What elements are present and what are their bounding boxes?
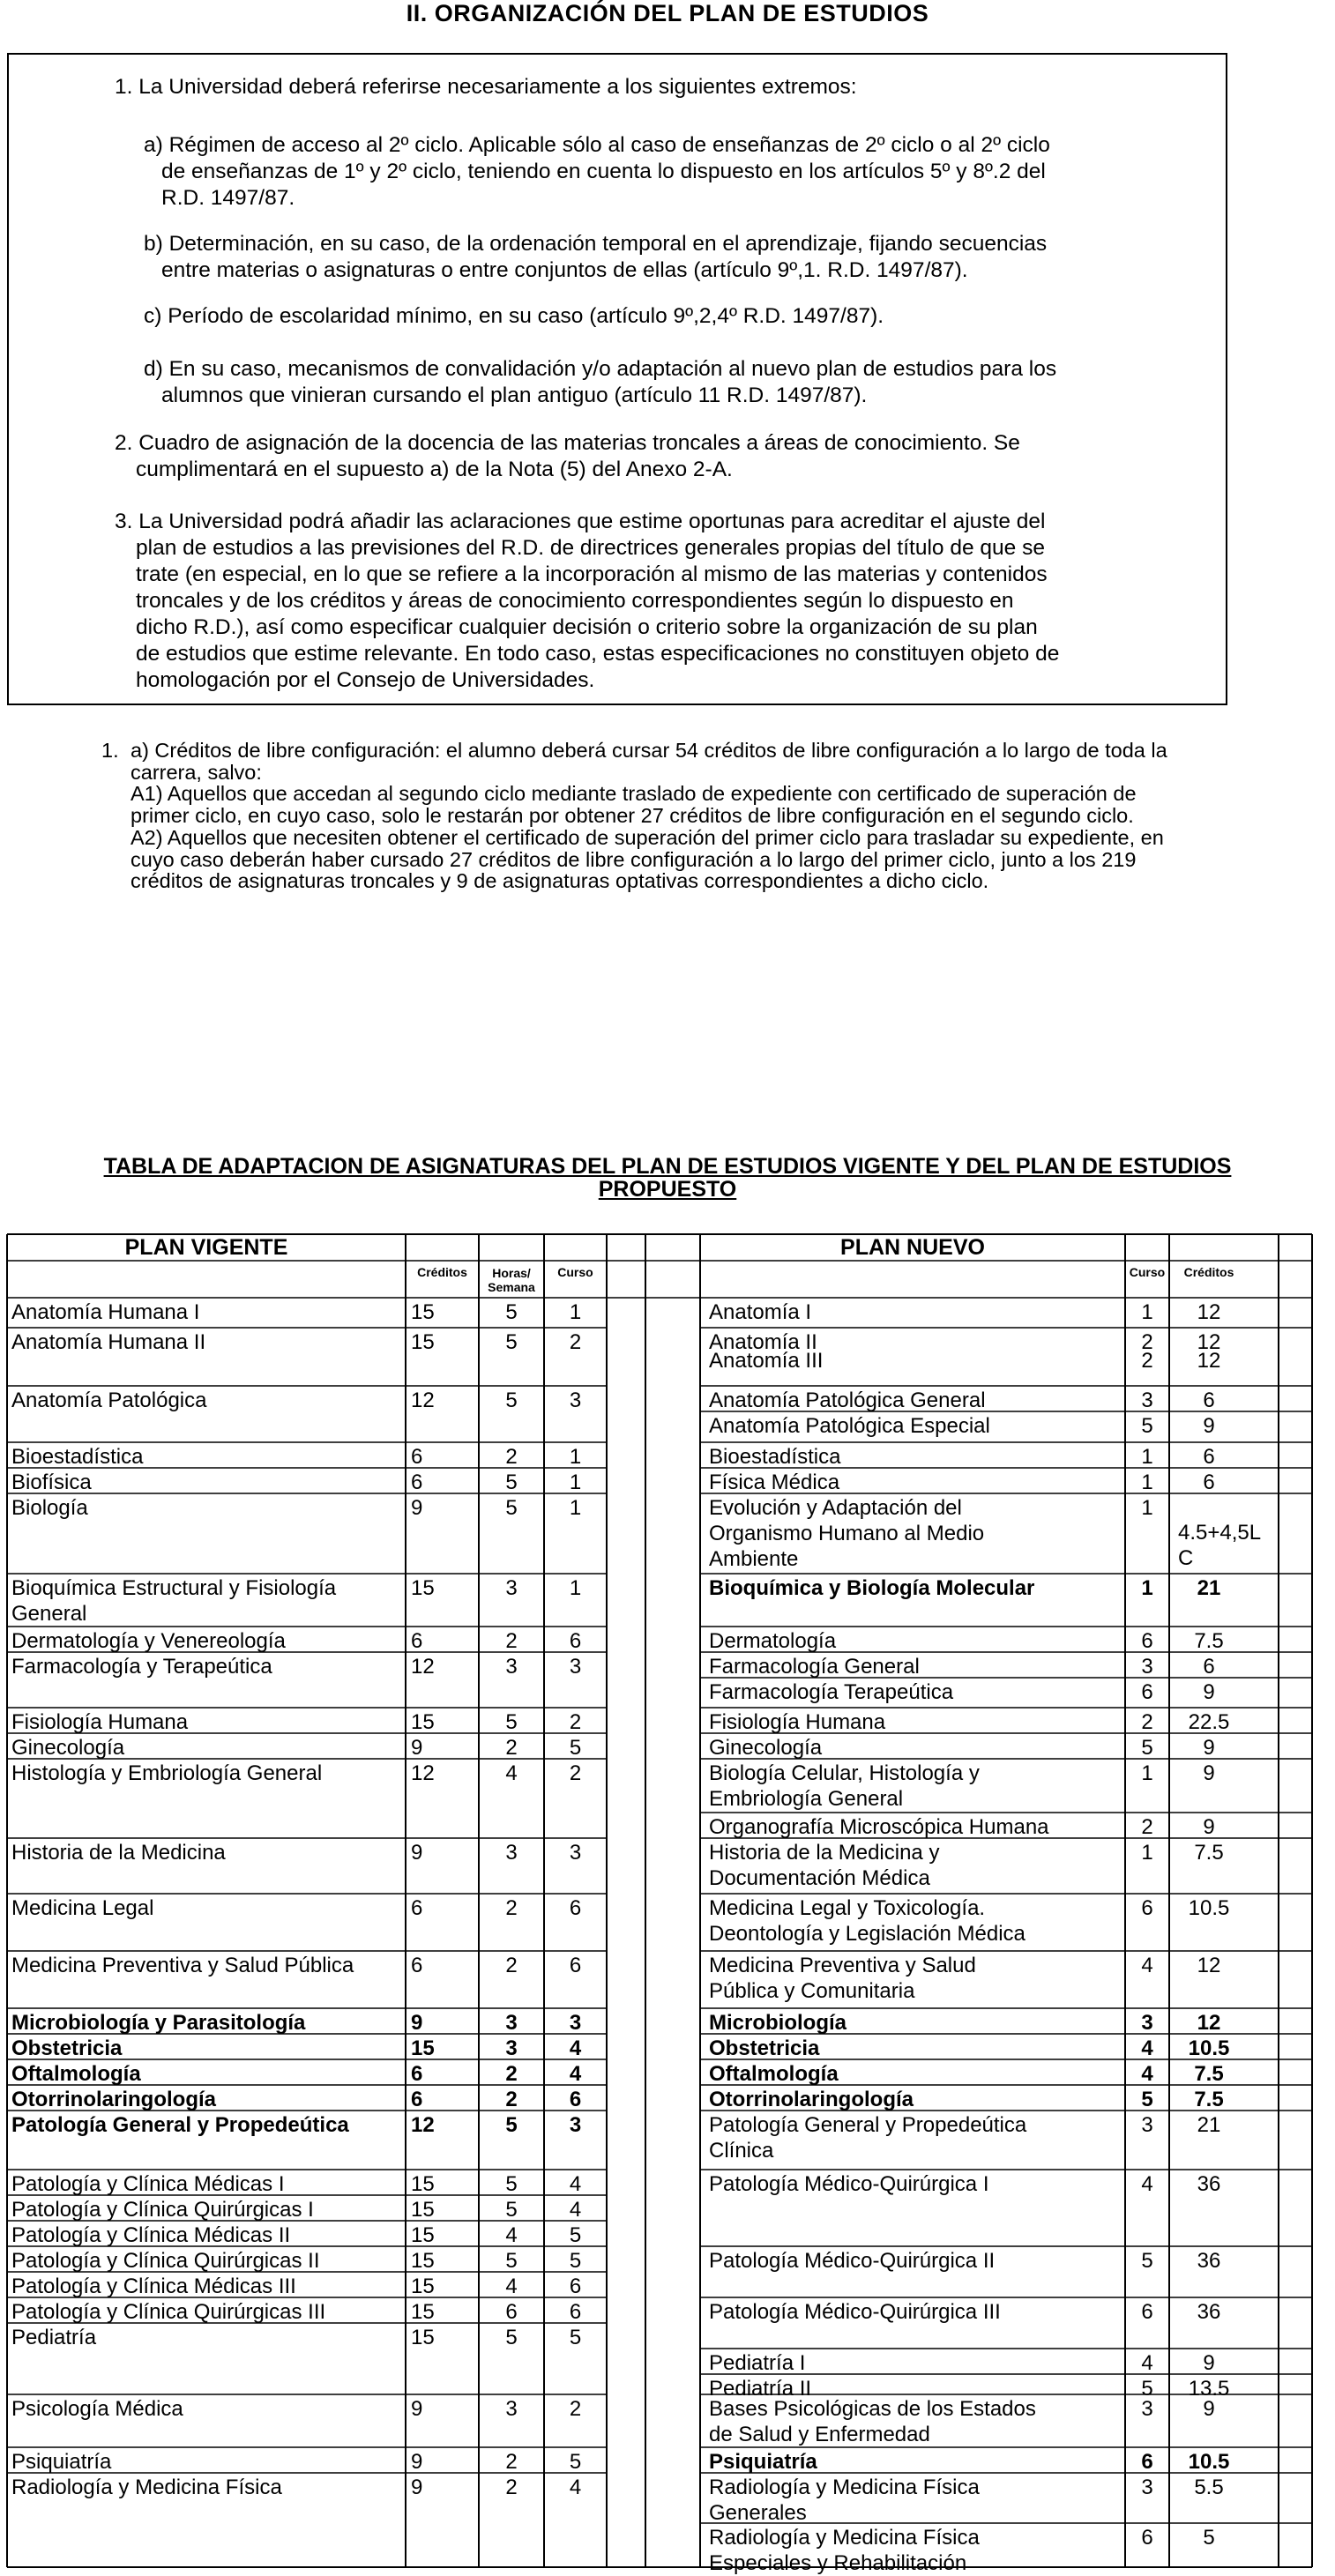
- left-curso: 4: [569, 2172, 582, 2196]
- left-curso: 5: [569, 2223, 582, 2247]
- right-curso: 1: [1141, 1470, 1153, 1494]
- right-subject-name: Evolución y Adaptación del: [709, 1496, 962, 1520]
- left-curso: 5: [569, 2249, 582, 2273]
- right-curso: 4: [1141, 2036, 1153, 2060]
- right-curso: 5: [1141, 1736, 1153, 1760]
- right-subject-name: Microbiología: [709, 2011, 846, 2035]
- right-creditos: 9: [1203, 1761, 1215, 1785]
- right-subject-name: Pública y Comunitaria: [709, 1979, 915, 2003]
- left-curso: 1: [569, 1300, 582, 1324]
- right-creditos: 5: [1203, 2526, 1215, 2550]
- right-subject-name: Patología Médico-Quirúrgica II: [709, 2249, 996, 2273]
- right-creditos: 21: [1197, 2113, 1221, 2137]
- right-subject-name: Generales: [709, 2501, 807, 2525]
- right-creditos-cont: C: [1178, 1546, 1194, 1570]
- right-creditos: 9: [1203, 1815, 1215, 1839]
- right-curso: 1: [1141, 1576, 1153, 1600]
- left-subject-name: Ginecología: [11, 1736, 125, 1760]
- left-horas: 5: [505, 2249, 518, 2273]
- left-creditos: 9: [411, 2397, 423, 2421]
- right-curso: 6: [1141, 1680, 1153, 1704]
- col-curso-left: Curso: [557, 1265, 593, 1279]
- right-curso: 1: [1141, 1841, 1153, 1865]
- left-subject-name: Histología y Embriología General: [11, 1761, 323, 1785]
- plan-nuevo-header: PLAN NUEVO: [840, 1235, 985, 1260]
- item-a-line: R.D. 1497/87.: [161, 186, 295, 210]
- right-creditos: 9: [1203, 2397, 1215, 2421]
- right-creditos: 9: [1203, 1414, 1215, 1438]
- col-creditos-left: Créditos: [417, 1265, 467, 1279]
- right-curso: 5: [1141, 2249, 1153, 2273]
- right-subject-name: Bases Psicológicas de los Estados: [709, 2397, 1036, 2421]
- right-creditos: 12: [1197, 1330, 1221, 1354]
- left-curso: 3: [569, 1655, 582, 1679]
- left-subject-name: Dermatología y Venereología: [11, 1629, 286, 1653]
- right-subject-name: Patología Médico-Quirúrgica I: [709, 2172, 989, 2196]
- left-horas: 2: [505, 1629, 518, 1653]
- right-subject-name: Deontología y Legislación Médica: [709, 1922, 1025, 1946]
- item-2-line: cumplimentará en el supuesto a) de la Nota (5) del Anexo 2-A.: [136, 458, 733, 481]
- right-creditos: 4.5+4,5L: [1178, 1521, 1262, 1545]
- right-creditos: 12: [1197, 1349, 1221, 1373]
- left-creditos: 6: [411, 1629, 423, 1653]
- right-subject-name: Radiología y Medicina Física: [709, 2526, 980, 2550]
- left-horas: 2: [505, 2062, 518, 2086]
- left-horas: 5: [505, 1389, 518, 1412]
- right-creditos: 22.5: [1188, 1710, 1230, 1734]
- left-subject-name: Patología y Clínica Médicas I: [11, 2172, 285, 2196]
- left-horas: 5: [505, 2172, 518, 2196]
- right-creditos: 36: [1197, 2172, 1221, 2196]
- item-3-line: 3. La Universidad podrá añadir las aclaraciones que estime oportunas para acreditar el ajuste del: [115, 510, 1046, 533]
- right-subject-name: Anatomía Patológica General: [709, 1389, 986, 1412]
- right-creditos: 9: [1203, 1736, 1215, 1760]
- left-curso: 3: [569, 2011, 582, 2035]
- item-b-line: entre materias o asignaturas o entre conjuntos de ellas (artículo 9º,1. R.D. 1497/87).: [161, 258, 968, 282]
- right-subject-name: Embriología General: [709, 1787, 904, 1811]
- right-subject-name: Documentación Médica: [709, 1866, 930, 1890]
- right-curso: 3: [1141, 2113, 1153, 2137]
- right-creditos: 13.5: [1188, 2377, 1230, 2401]
- left-subject-name: Oftalmología: [11, 2062, 141, 2086]
- right-curso: 3: [1141, 1389, 1153, 1412]
- left-subject-name: Patología y Clínica Quirúrgicas I: [11, 2198, 314, 2222]
- left-creditos: 9: [411, 1736, 423, 1760]
- left-horas: 2: [505, 1896, 518, 1920]
- right-curso: 1: [1141, 1761, 1153, 1785]
- right-subject-name: Obstetricia: [709, 2036, 820, 2060]
- right-creditos: 12: [1197, 1954, 1221, 1977]
- left-curso: 5: [569, 2326, 582, 2349]
- item-3-line: de estudios que estime relevante. En todo caso, estas especificaciones no constituyen objeto de: [136, 642, 1060, 666]
- right-creditos: 7.5: [1194, 2062, 1224, 2086]
- item-3-line: dicho R.D.), así como especificar cualquier decisión o criterio sobre la organización de su plan: [136, 615, 1038, 639]
- left-subject-name: Bioestadística: [11, 1445, 144, 1469]
- right-subject-name: Organografía Microscópica Humana: [709, 1815, 1049, 1839]
- right-subject-name: Pediatría I: [709, 2351, 806, 2375]
- right-curso: 2: [1141, 1815, 1153, 1839]
- left-subject-name: General: [11, 1602, 87, 1626]
- right-creditos: 5.5: [1194, 2475, 1224, 2499]
- right-curso: 2: [1141, 1330, 1153, 1354]
- left-creditos: 15: [411, 2172, 435, 2196]
- right-subject-name: Patología Médico-Quirúrgica III: [709, 2300, 1001, 2324]
- left-horas: 3: [505, 1576, 518, 1600]
- item-d-line: alumnos que vinieran cursando el plan antiguo (artículo 11 R.D. 1497/87).: [161, 383, 868, 407]
- right-curso: 4: [1141, 1954, 1153, 1977]
- right-creditos: 6: [1203, 1445, 1215, 1469]
- table-title-line-1: TABLA DE ADAPTACION DE ASIGNATURAS DEL PLAN DE ESTUDIOS VIGENTE Y DEL PLAN DE ESTUDIOS: [103, 1154, 1232, 1179]
- left-horas: 4: [505, 2274, 518, 2298]
- right-curso: 2: [1141, 1710, 1153, 1734]
- right-curso: 6: [1141, 2300, 1153, 2324]
- col-curso-right: Curso: [1129, 1265, 1166, 1279]
- right-curso: 2: [1141, 1349, 1153, 1373]
- left-creditos: 15: [411, 2198, 435, 2222]
- left-subject-name: Obstetricia: [11, 2036, 123, 2060]
- left-curso: 6: [569, 1896, 582, 1920]
- right-subject-name: Dermatología: [709, 1629, 837, 1653]
- left-curso: 6: [569, 2300, 582, 2324]
- item-3-line: trate (en especial, en lo que se refiere a la incorporación al mismo de las materias y contenidos: [136, 562, 1048, 586]
- left-horas: 2: [505, 2475, 518, 2499]
- plan-vigente-header: PLAN VIGENTE: [124, 1235, 288, 1260]
- left-subject-name: Medicina Legal: [11, 1896, 154, 1920]
- left-curso: 5: [569, 2450, 582, 2474]
- right-creditos: 6: [1203, 1389, 1215, 1412]
- left-horas: 5: [505, 2198, 518, 2222]
- left-horas: 5: [505, 2326, 518, 2349]
- left-subject-name: Anatomía Patológica: [11, 1389, 207, 1412]
- right-subject-name: Bioestadística: [709, 1445, 841, 1469]
- right-subject-name: Otorrinolaringología: [709, 2088, 914, 2111]
- note-line: créditos de asignaturas troncales y 9 de asignaturas optativas correspondientes a dicho ciclo.: [131, 869, 989, 893]
- left-horas: 3: [505, 2397, 518, 2421]
- left-curso: 4: [569, 2062, 582, 2086]
- left-subject-name: Patología General y Propedeútica: [11, 2113, 349, 2137]
- left-curso: 4: [569, 2475, 582, 2499]
- right-creditos: 10.5: [1188, 2036, 1230, 2060]
- left-subject-name: Radiología y Medicina Física: [11, 2475, 282, 2499]
- right-curso: 1: [1141, 1300, 1153, 1324]
- right-subject-name: Anatomía I: [709, 1300, 812, 1324]
- note-line: primer ciclo, en cuyo caso, solo le restarán por obtener 27 créditos de libre configuración en el segundo ciclo.: [131, 804, 1134, 828]
- left-subject-name: Biología: [11, 1496, 88, 1520]
- right-creditos: 10.5: [1188, 2450, 1230, 2474]
- left-subject-name: Farmacología y Terapeútica: [11, 1655, 272, 1679]
- left-curso: 6: [569, 1954, 582, 1977]
- left-subject-name: Bioquímica Estructural y Fisiología: [11, 1576, 337, 1600]
- right-curso: 3: [1141, 2475, 1153, 2499]
- left-subject-name: Anatomía Humana I: [11, 1300, 200, 1324]
- right-subject-name: Fisiología Humana: [709, 1710, 886, 1734]
- note-line: carrera, salvo:: [131, 760, 262, 784]
- right-subject-name: Medicina Preventiva y Salud: [709, 1954, 976, 1977]
- right-subject-name: Anatomía Patológica Especial: [709, 1414, 990, 1438]
- right-curso: 6: [1141, 2450, 1153, 2474]
- left-creditos: 15: [411, 2249, 435, 2273]
- item-3-line: troncales y de los créditos y áreas de conocimiento correspondientes según lo dispuesto en: [136, 589, 1014, 613]
- right-curso: 5: [1141, 2377, 1153, 2401]
- left-curso: 2: [569, 1330, 582, 1354]
- right-creditos: 36: [1197, 2249, 1221, 2273]
- left-curso: 1: [569, 1470, 582, 1494]
- left-subject-name: Pediatría: [11, 2326, 97, 2349]
- left-creditos: 9: [411, 2450, 423, 2474]
- left-horas: 5: [505, 1496, 518, 1520]
- right-subject-name: Anatomía III: [709, 1349, 824, 1373]
- left-subject-name: Patología y Clínica Quirúrgicas II: [11, 2249, 320, 2273]
- left-curso: 3: [569, 1841, 582, 1865]
- left-creditos: 15: [411, 2274, 435, 2298]
- left-subject-name: Psicología Médica: [11, 2397, 183, 2421]
- left-subject-name: Patología y Clínica Quirúrgicas III: [11, 2300, 326, 2324]
- right-curso: 1: [1141, 1496, 1153, 1520]
- right-creditos: 6: [1203, 1470, 1215, 1494]
- left-creditos: 12: [411, 1389, 435, 1412]
- left-creditos: 15: [411, 2326, 435, 2349]
- left-horas: 5: [505, 1330, 518, 1354]
- right-creditos: 21: [1197, 1576, 1221, 1600]
- item-c-line: c) Período de escolaridad mínimo, en su caso (artículo 9º,2,4º R.D. 1497/87).: [144, 304, 884, 328]
- item-1-text: 1. La Universidad deberá referirse necesariamente a los siguientes extremos:: [115, 75, 857, 99]
- note-number: 1.: [101, 739, 119, 762]
- item-b-line: b) Determinación, en su caso, de la ordenación temporal en el aprendizaje, fijando secuencias: [144, 232, 1048, 256]
- right-curso: 5: [1141, 2088, 1153, 2111]
- left-curso: 5: [569, 1736, 582, 1760]
- note-line: a) Créditos de libre configuración: el alumno deberá cursar 54 créditos de libre configuración a lo largo de toda la: [131, 739, 1167, 762]
- left-curso: 3: [569, 2113, 582, 2137]
- left-creditos: 15: [411, 2300, 435, 2324]
- col-horas-left: Horas/ Semana: [488, 1266, 535, 1294]
- right-curso: 4: [1141, 2172, 1153, 2196]
- note-line: A2) Aquellos que necesiten obtener el certificado de superación del primer ciclo para trasladar su expediente, en: [131, 825, 1164, 849]
- right-curso: 6: [1141, 2526, 1153, 2550]
- right-creditos: 7.5: [1194, 1841, 1224, 1865]
- left-curso: 4: [569, 2036, 582, 2060]
- right-curso: 6: [1141, 1896, 1153, 1920]
- left-curso: 3: [569, 1389, 582, 1412]
- right-subject-name: de Salud y Enfermedad: [709, 2423, 930, 2446]
- item-3-line: homologación por el Consejo de Universidades.: [136, 668, 595, 692]
- left-creditos: 15: [411, 1300, 435, 1324]
- left-horas: 2: [505, 1445, 518, 1469]
- left-creditos: 15: [411, 1710, 435, 1734]
- right-curso: 1: [1141, 1445, 1153, 1469]
- right-creditos: 7.5: [1194, 2088, 1224, 2111]
- page-title: II. ORGANIZACIÓN DEL PLAN DE ESTUDIOS: [406, 0, 929, 26]
- left-curso: 2: [569, 2397, 582, 2421]
- left-horas: 2: [505, 2450, 518, 2474]
- left-creditos: 9: [411, 2011, 423, 2035]
- left-subject-name: Patología y Clínica Médicas III: [11, 2274, 296, 2298]
- left-horas: 3: [505, 2036, 518, 2060]
- left-curso: 6: [569, 2088, 582, 2111]
- left-horas: 5: [505, 2113, 518, 2137]
- right-subject-name: Farmacología General: [709, 1655, 920, 1679]
- left-subject-name: Psiquiatría: [11, 2450, 112, 2474]
- left-horas: 4: [505, 2223, 518, 2247]
- note-line: cuyo caso deberán haber cursado 27 créditos de libre configuración a lo largo del primer ciclo, junto a los 219: [131, 847, 1137, 871]
- right-creditos: 7.5: [1194, 1629, 1224, 1653]
- left-creditos: 15: [411, 2036, 435, 2060]
- left-horas: 6: [505, 2300, 518, 2324]
- right-subject-name: Radiología y Medicina Física: [709, 2475, 980, 2499]
- right-subject-name: Ginecología: [709, 1736, 823, 1760]
- left-creditos: 12: [411, 1655, 435, 1679]
- right-subject-name: Psiquiatría: [709, 2450, 817, 2474]
- item-a-line: de enseñanzas de 1º y 2º ciclo, teniendo en cuenta lo dispuesto en los artículos 5º y 8º.2 del: [161, 160, 1046, 183]
- left-horas: 2: [505, 1736, 518, 1760]
- left-creditos: 12: [411, 2113, 435, 2137]
- left-creditos: 9: [411, 1496, 423, 1520]
- left-curso: 2: [569, 1761, 582, 1785]
- col-creditos-right: Créditos: [1183, 1265, 1234, 1279]
- left-subject-name: Fisiología Humana: [11, 1710, 189, 1734]
- right-subject-name: Medicina Legal y Toxicología.: [709, 1896, 986, 1920]
- left-curso: 6: [569, 1629, 582, 1653]
- right-curso: 6: [1141, 1629, 1153, 1653]
- left-horas: 3: [505, 1655, 518, 1679]
- left-subject-name: Historia de la Medicina: [11, 1841, 226, 1865]
- left-creditos: 15: [411, 2223, 435, 2247]
- left-creditos: 6: [411, 2088, 423, 2111]
- note-line: A1) Aquellos que accedan al segundo ciclo mediante traslado de expediente con certificado de superación de: [131, 782, 1137, 806]
- right-curso: 4: [1141, 2351, 1153, 2375]
- left-horas: 3: [505, 2011, 518, 2035]
- right-creditos: 9: [1203, 1680, 1215, 1704]
- right-creditos: 10.5: [1188, 1896, 1230, 1920]
- right-creditos: 12: [1197, 2011, 1221, 2035]
- right-curso: 3: [1141, 2397, 1153, 2421]
- left-curso: 4: [569, 2198, 582, 2222]
- left-creditos: 9: [411, 1841, 423, 1865]
- right-subject-name: Biología Celular, Histología y: [709, 1761, 980, 1785]
- left-creditos: 6: [411, 1470, 423, 1494]
- right-subject-name: Pediatría II: [709, 2377, 812, 2401]
- left-horas: 2: [505, 2088, 518, 2111]
- right-creditos: 6: [1203, 1655, 1215, 1679]
- right-curso: 5: [1141, 1414, 1153, 1438]
- left-horas: 4: [505, 1761, 518, 1785]
- table-title-line-2: PROPUESTO: [598, 1177, 737, 1202]
- right-subject-name: Física Médica: [709, 1470, 840, 1494]
- item-2-line: 2. Cuadro de asignación de la docencia de las materias troncales a áreas de conocimiento. Se: [115, 431, 1020, 455]
- left-creditos: 6: [411, 1896, 423, 1920]
- right-subject-name: Historia de la Medicina y: [709, 1841, 940, 1865]
- left-creditos: 6: [411, 2062, 423, 2086]
- right-subject-name: Farmacología Terapeútica: [709, 1680, 954, 1704]
- right-creditos: 12: [1197, 1300, 1221, 1324]
- right-creditos: 36: [1197, 2300, 1221, 2324]
- right-subject-name: Anatomía II: [709, 1330, 817, 1354]
- left-subject-name: Anatomía Humana II: [11, 1330, 206, 1354]
- left-horas: 5: [505, 1470, 518, 1494]
- left-horas: 5: [505, 1710, 518, 1734]
- right-subject-name: Ambiente: [709, 1547, 799, 1571]
- left-subject-name: Biofísica: [11, 1470, 92, 1494]
- left-horas: 5: [505, 1300, 518, 1324]
- item-a-line: a) Régimen de acceso al 2º ciclo. Aplicable sólo al caso de enseñanzas de 2º ciclo o al 2º ciclo: [144, 133, 1050, 157]
- right-subject-name: Especiales y Rehabilitación: [709, 2551, 967, 2575]
- left-horas: 3: [505, 1841, 518, 1865]
- left-subject-name: Medicina Preventiva y Salud Pública: [11, 1954, 354, 1977]
- item-d-line: d) En su caso, mecanismos de convalidación y/o adaptación al nuevo plan de estudios para los: [144, 357, 1057, 381]
- right-creditos: 9: [1203, 2351, 1215, 2375]
- item-3-line: plan de estudios a las previsiones del R.D. de directrices generales propias del título de que se: [136, 536, 1045, 560]
- left-subject-name: Otorrinolaringología: [11, 2088, 216, 2111]
- left-creditos: 6: [411, 1445, 423, 1469]
- left-curso: 1: [569, 1445, 582, 1469]
- left-curso: 6: [569, 2274, 582, 2298]
- left-subject-name: Patología y Clínica Médicas II: [11, 2223, 291, 2247]
- left-curso: 1: [569, 1496, 582, 1520]
- right-curso: 3: [1141, 2011, 1153, 2035]
- right-curso: 4: [1141, 2062, 1153, 2086]
- right-subject-name: Oftalmología: [709, 2062, 839, 2086]
- left-creditos: 15: [411, 1576, 435, 1600]
- right-subject-name: Organismo Humano al Medio: [709, 1522, 985, 1545]
- left-creditos: 9: [411, 2475, 423, 2499]
- left-horas: 2: [505, 1954, 518, 1977]
- right-curso: 3: [1141, 1655, 1153, 1679]
- left-curso: 2: [569, 1710, 582, 1734]
- left-creditos: 6: [411, 1954, 423, 1977]
- right-subject-name: Bioquímica y Biología Molecular: [709, 1576, 1035, 1600]
- right-subject-name: Clínica: [709, 2139, 774, 2163]
- right-subject-name: Patología General y Propedeútica: [709, 2113, 1027, 2137]
- left-creditos: 12: [411, 1761, 435, 1785]
- left-curso: 1: [569, 1576, 582, 1600]
- left-creditos: 15: [411, 1330, 435, 1354]
- left-subject-name: Microbiología y Parasitología: [11, 2011, 306, 2035]
